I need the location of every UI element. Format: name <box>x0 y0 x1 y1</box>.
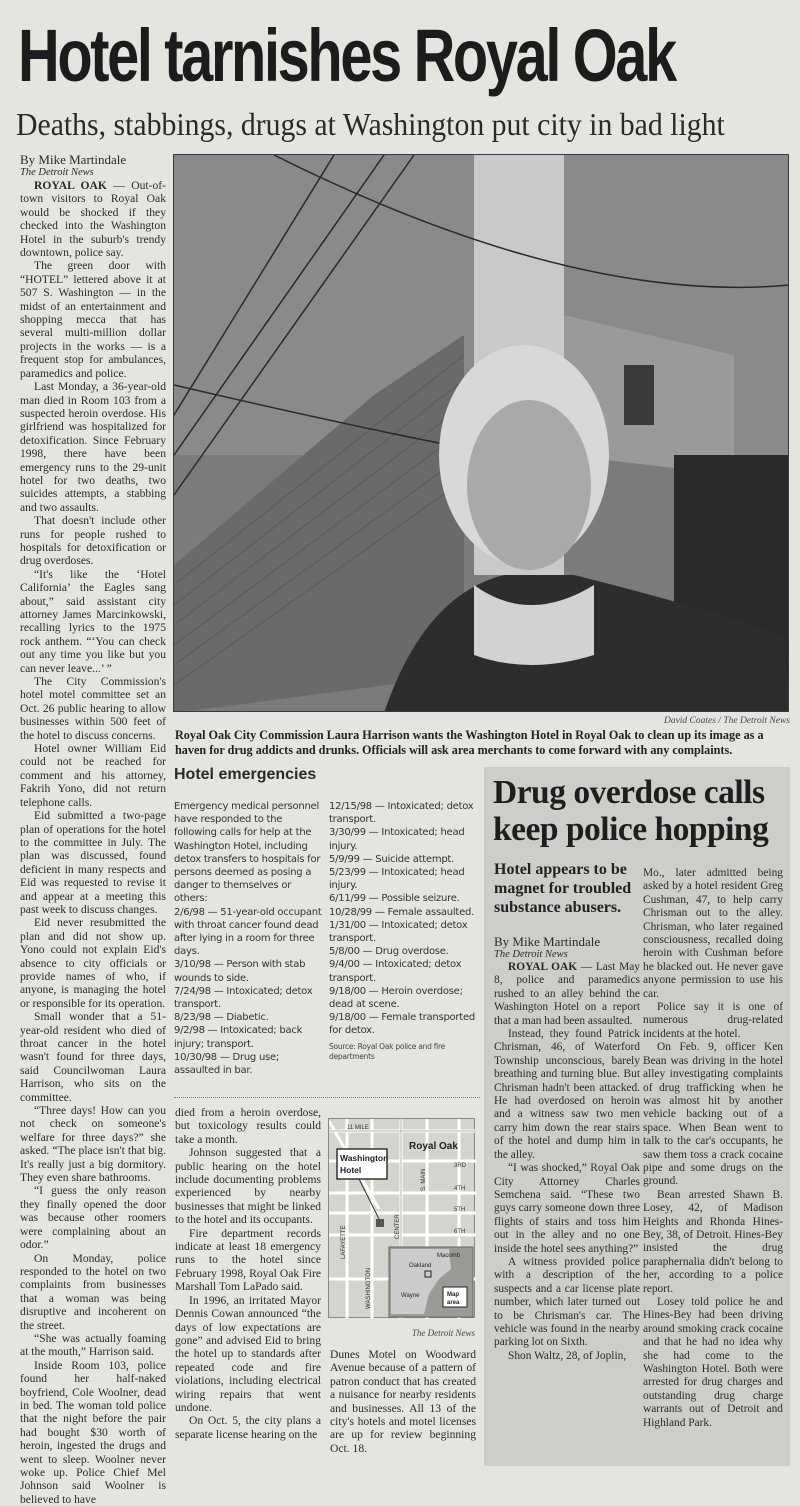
svg-text:5TH: 5TH <box>454 1207 466 1213</box>
paragraph: Shon Waltz, 28, of Joplin, <box>508 1349 627 1362</box>
dateline: ROYAL OAK <box>508 961 578 973</box>
emergency-entry: 5/8/00 — Drug overdose. <box>329 946 449 958</box>
boxed-story-headline: Drug overdose calls keep police hopping <box>493 774 769 848</box>
svg-text:Map: Map <box>447 1292 459 1298</box>
paragraph: Instead, they found Patrick Chrisman, 46, of Waterford Township unconscious, barely breathing and turning blue. But Chrisman hadn't been attacked. He had overdosed on heroin and a witness saw two men carry him down the rear stairs of the hotel and dump him in the alley. <box>494 1028 640 1161</box>
map-graphic <box>329 1119 476 1319</box>
boxed-story-column-1 <box>494 934 640 1363</box>
emergency-entry: 3/10/98 — Person with stab wounds to side. <box>174 959 306 984</box>
dateline: ROYAL OAK <box>34 179 107 192</box>
boxed-byline: By Mike Martindale <box>494 934 601 949</box>
emergency-entry: 8/23/98 — Diabetic. <box>174 1012 269 1024</box>
paragraph: Dunes Motel on Woodward Avenue because of a pattern of patron conduct that has created a nuisance for nearby residents and businesses. All 13 of the city's hotels and motel licenses are up for review beginning Oct. 18. <box>330 1348 476 1455</box>
locator-map <box>328 1118 475 1318</box>
paragraph: On Monday, police responded to the hotel on two complaints from businesses that a woman was being disruptive and incoherent on the street. <box>20 1251 166 1332</box>
paragraph: “It's like the ‘Hotel California’ the Eagles sang about,” said assistant city attorney James Marcinkowski, recalling lyrics to the 1975 rock anthem. “‘You can check out any time you like but you can never leave...’ ” <box>20 567 166 675</box>
sidebar-source: Source: Royal Oak police and fire departments <box>329 1041 446 1061</box>
byline: By Mike Martindale <box>20 152 127 167</box>
lead-paragraph: ROYAL OAK — Out-of-town visitors to Royal Oak would be shocked if they checked into the Washington Hotel in the suburb's trendy downtown, police say. <box>20 179 166 260</box>
svg-text:4TH: 4TH <box>454 1186 466 1192</box>
svg-text:Hotel: Hotel <box>340 1165 362 1175</box>
paragraph: In 1996, an irritated Mayor Dennis Cowan announced “the days of low expectations are gone” and advised Eid to bring the hotel up to standards after repeated code and fire violations, including electrical wiring repairs that went undone. <box>175 1293 321 1414</box>
photo-credit: David Coates / The Detroit News <box>663 716 790 726</box>
paragraph: On Feb. 9, officer Ken Bean was driving in the hotel alley investigating complaints of drug trafficking when he was almost hit by another vehicle backing out of a space. When Bean went to talk to the car's occupants, he saw them toss a crack cocaine pipe and some drugs on the ground. <box>643 1041 783 1188</box>
paragraph: Fire department records indicate at least 18 emergency runs to the hotel since February 1998, Royal Oak Fire Marshall Tom LaPado said. <box>175 1226 321 1294</box>
photo-caption: Royal Oak City Commission Laura Harrison wants the Washington Hotel in Royal Oak to clean up its image as a haven for drug addicts and drunks. Officials will ask area merchants to come forward with any complaints. <box>175 728 764 757</box>
map-credit: The Detroit News <box>411 1328 475 1338</box>
paragraph: Bean arrested Shawn B. Losey, 42, of Madison Heights and Rhonda Hines-Bey, 38, of Detroit. Hines-Bey insisted the drug paraphernalia didn't belong to her, according to a police report. <box>643 1188 783 1295</box>
paragraph: Small wonder that a 51-year-old resident who died of throat cancer in the hotel wasn't found for three days, said Councilwoman Laura Harrison, who sits on the committee. <box>20 1010 166 1104</box>
sidebar-column-1 <box>174 800 324 1077</box>
paragraph: The green door with “HOTEL” lettered above it at 507 S. Washington — in the midst of an entertainment and shopping mecca that has several multi-million dollar projects in the works — is a frequent stop for ambulances, paramedics and police. <box>20 259 166 380</box>
emergency-entry: 7/24/98 — Intoxicated; detox transport. <box>174 985 313 1011</box>
paragraph: “I guess the only reason they finally opened the door was because other roomers were complaining about an odor.” <box>20 1184 166 1252</box>
paragraph: Johnson suggested that a public hearing on the hotel include documenting problems experienced by nearby businesses that might be linked to the hotel and its occupants. <box>175 1146 321 1227</box>
svg-text:Macomb: Macomb <box>437 1253 461 1259</box>
emergency-entry: 5/9/99 — Suicide attempt. <box>329 853 455 865</box>
byline-organization: The Detroit News <box>20 167 94 178</box>
paragraph: Eid never resubmitted the plan and did not show up. Yono could not explain Eid's absence to city officials or provide names of who, if anyone, is managing the hotel or responsible for its operation. <box>20 916 166 1010</box>
paragraph: The City Commission's hotel motel committee set an Oct. 26 public hearing to allow businesses within 500 feet of the hotel to discuss concerns. <box>20 675 166 742</box>
lead-paragraph: ROYAL OAK — Last May 8, police and paramedics rushed to an alley behind the Washington Hotel on a report that a man had been assaulted. <box>494 961 640 1027</box>
paragraph: Losey told police he and Hines-Bey had been driving around smoking crack cocaine and that he had no idea why she had come to the Washington Hotel. Both were arrested for drug charges and outstanding drug charge warrants out of Detroit and Highland Park. <box>643 1296 783 1429</box>
paragraph: Mo., later admitted being asked by a hotel resident Greg Cushman, 47, to help carry Chrisman out to the alley. Chrisman, who later regained consciousness, recalled doing heroin with Cushman before he blacked out. He never gave anyone permission to use his car. <box>643 867 783 1000</box>
emergency-entry: 9/18/00 — Female transported for detox. <box>329 1012 475 1037</box>
main-story-column-2 <box>175 1106 321 1441</box>
emergency-entry: 3/30/99 — Intoxicated; head injury. <box>329 827 465 852</box>
svg-text:3RD: 3RD <box>454 1163 467 1169</box>
paragraph: On Oct. 5, the city plans a separate license hearing on the <box>175 1414 321 1441</box>
emergency-entry: 9/4/00 — Intoxicated; detox transport. <box>329 959 462 984</box>
emergency-entry: 2/6/98 — 51-year-old occupant with throat cancer found dead after lying in a room for three days. <box>174 906 322 958</box>
svg-text:LAFAYETTE: LAFAYETTE <box>341 1225 347 1259</box>
sidebar-column-2 <box>329 800 477 1062</box>
svg-text:S. MAIN: S. MAIN <box>421 1168 427 1191</box>
boxed-story-column-2 <box>643 867 783 1430</box>
emergency-entry: 10/30/98 — Drug use; assaulted in bar. <box>174 1051 280 1077</box>
emergency-entry: 9/18/00 — Heroin overdose; dead at scene. <box>329 985 463 1011</box>
divider <box>174 1097 480 1098</box>
emergency-entry: 12/15/98 — Intoxicated; detox transport. <box>329 801 474 826</box>
paragraph: Inside Room 103, police found her half-naked boyfriend, Cole Woolner, dead in bed. The woman told police that the night before the pair had bought $30 worth of heroin, ingested the drugs and went to sleep. Woolner never woke up. Police Chief Mel Johnson said Woolner is believed to have <box>20 1358 166 1506</box>
svg-text:WASHINGTON: WASHINGTON <box>366 1267 372 1309</box>
subhead: Deaths, stabbings, drugs at Washington put city in bad light <box>16 106 725 142</box>
paragraph: “I was shocked,” Royal Oak City Attorney Charles Semchena said. “These two guys carry someone down three flights of stairs and toss him out in the alley and no one inside the hotel sees anything?” <box>494 1162 640 1255</box>
main-story-column-1 <box>20 152 166 1506</box>
emergency-entry: 9/2/98 — Intoxicated; back injury; transport. <box>174 1025 303 1050</box>
paragraph: “Three days! How can you not check on someone's welfare for three days?” she asked. “The place isn't that big. It's really just a big dormitory. They even share bathrooms. <box>20 1104 166 1185</box>
paragraph: A witness provided police with a description of the suspects and a car license plate number, which later turned out to be Chrisman's car. The vehicle was found in the nearby parking lot on Sixth. <box>494 1255 640 1349</box>
paragraph: That doesn't include other runs for people rushed to hospitals for detoxification or drug overdoses. <box>20 514 166 568</box>
paragraph: Last Monday, a 36-year-old man died in Room 103 from a suspected heroin overdose. His girlfriend was hospitalized for detoxification. Since February 1998, there have been emergency runs to the 29-unit hotel for two deaths, two suicides attempts, a stabbing and two assaults. <box>20 380 166 514</box>
paragraph: Hotel owner William Eid could not be reached for comment and his attorney, Fakrih Yono, did not return telephone calls. <box>20 742 166 809</box>
boxed-story-deck: Hotel appears to be magnet for troubled substance abusers. <box>494 861 632 916</box>
paragraph: Police say it is one of numerous drug-related incidents at the hotel. <box>643 1001 783 1040</box>
paragraph: Eid submitted a two-page plan of operations for the hotel to the committee in July. The plan was discussed, found deficient in many respects and Eid was requested to revise it and appear at a meeting this past week to discuss changes. <box>20 809 166 916</box>
emergency-entry: 6/11/99 — Possible seizure. <box>329 893 460 905</box>
paragraph: died from a heroin overdose, but toxicology results could take a month. <box>175 1106 321 1146</box>
boxed-byline-organization: The Detroit News <box>494 949 568 960</box>
paragraph: “She was actually foaming at the mouth,” Harrison said. <box>20 1331 166 1359</box>
hotel-marker-icon <box>376 1219 384 1227</box>
svg-text:6TH: 6TH <box>454 1229 466 1235</box>
photo-image <box>174 155 789 712</box>
svg-text:11 MILE: 11 MILE <box>347 1125 369 1131</box>
svg-text:Royal Oak: Royal Oak <box>409 1141 458 1152</box>
main-story-column-3 <box>330 1348 476 1455</box>
svg-text:Oakland: Oakland <box>409 1263 432 1269</box>
emergency-entry: 1/31/00 — Intoxicated; detox transport. <box>329 919 468 945</box>
svg-text:area: area <box>447 1300 460 1306</box>
headline: Hotel tarnishes Royal Oak <box>18 14 675 97</box>
sidebar-title: Hotel emergencies <box>174 766 317 783</box>
photo <box>173 154 789 712</box>
svg-text:Wayne: Wayne <box>401 1293 420 1299</box>
sidebar-intro: Emergency medical personnel have responded to the following calls for help at the Washington Hotel, including detox transfers to hospitals for persons deemed as posing a danger to themselves or others: <box>174 801 321 905</box>
emergency-entry: 5/23/99 — Intoxicated; head injury. <box>329 867 465 892</box>
svg-text:Washington: Washington <box>340 1153 389 1163</box>
emergency-entry: 10/28/99 — Female assaulted. <box>329 906 474 918</box>
svg-text:CENTER: CENTER <box>395 1214 401 1239</box>
